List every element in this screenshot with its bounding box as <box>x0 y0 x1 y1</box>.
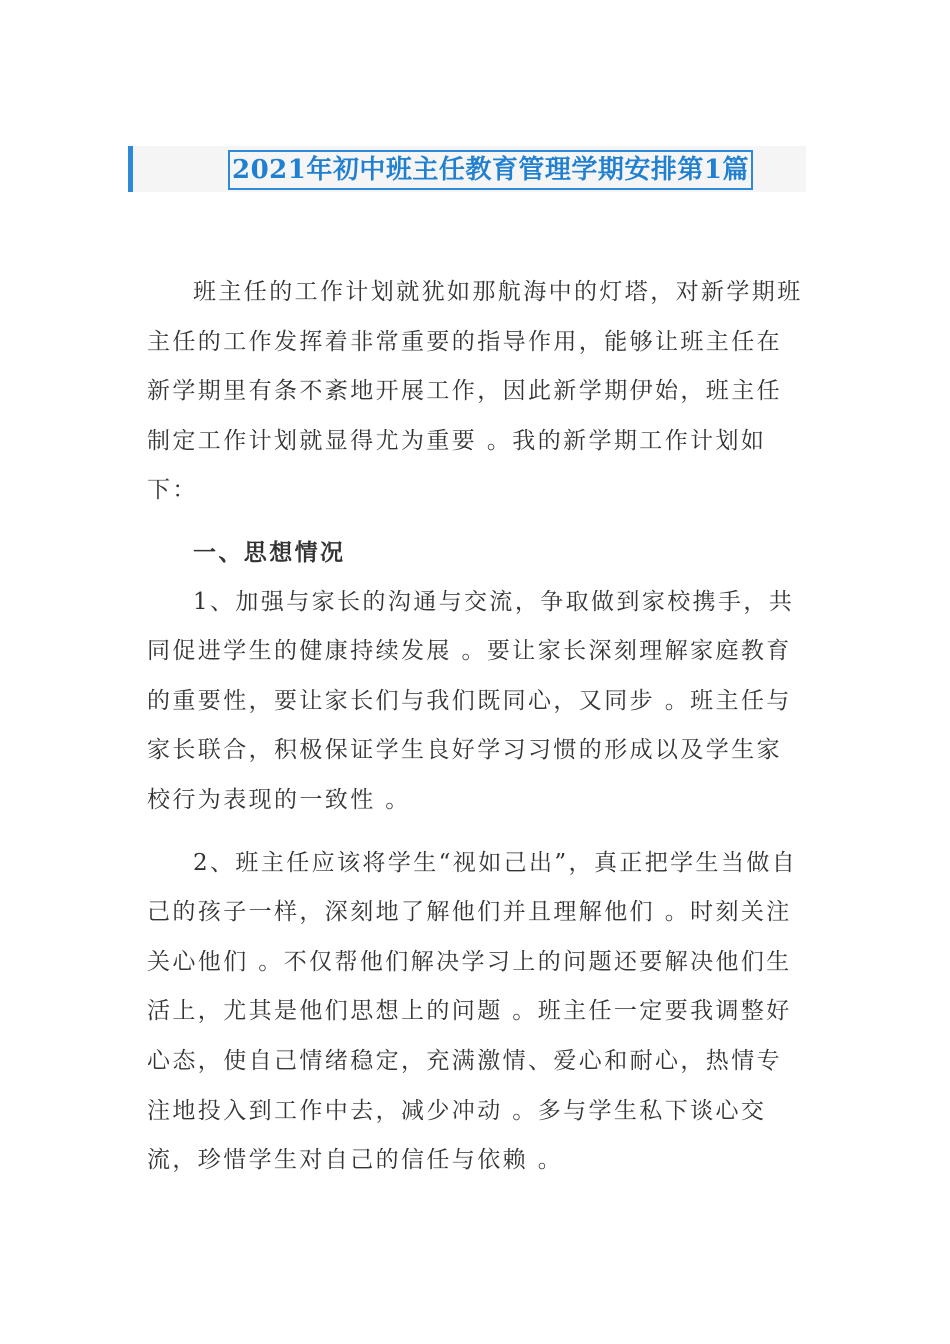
title-banner <box>128 146 806 192</box>
document-body <box>147 268 807 1186</box>
title-accent-bar <box>128 146 133 192</box>
document-title: 2021年初中班主任教育管理学期安排第1篇 <box>228 150 753 190</box>
intro-paragraph: 班主任的工作计划就犹如那航海中的灯塔，对新学期班主任的工作发挥着非常重要的指导作用，能够让班主任在新学期里有条不紊地开展工作，因此新学期伊始，班主任制定工作计划就显得尤为重要 。我的新学期工作计划如下： <box>147 279 803 504</box>
item-paragraph-2: 2、班主任应该将学生“视如己出”，真正把学生当做自己的孩子一样，深刻地了解他们并且理解他们 。时刻关注关心他们 。不仅帮他们解决学习上的问题还要解决他们生活上，尤其是他们思想上的问题 。班主任一定要我调整好心态，使自己情绪稳定，充满激情、爱心和耐心，热情专注地投入到工作中去，减少冲动 。多与学生私下谈心交流，珍惜学生对自己的信任与依赖 。 <box>147 849 798 1174</box>
item-paragraph-1: 1、加强与家长的沟通与交流，争取做到家校携手，共同促进学生的健康持续发展 。要让家长深刻理解家庭教育的重要性，要让家长们与我们既同心，又同步 。班主任与家长联合，积极保证学生良好学习习惯的形成以及学生家校行为表现的一致性 。 <box>147 588 795 813</box>
section-heading-thoughts: 一、思想情况 <box>193 538 346 566</box>
